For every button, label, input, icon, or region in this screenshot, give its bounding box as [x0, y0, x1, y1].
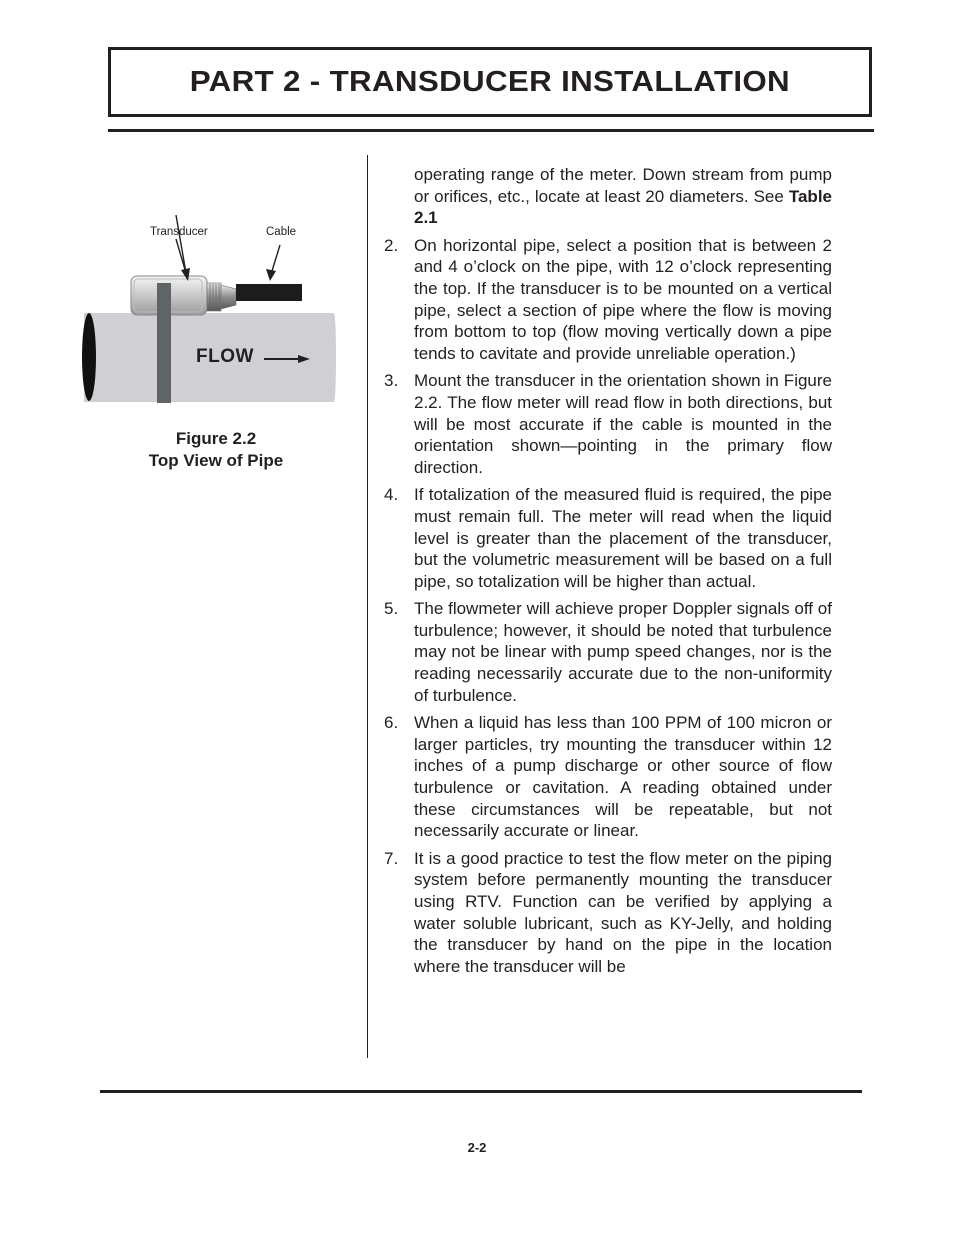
page-title-box	[108, 47, 872, 117]
figure-number: Figure 2.2	[175, 429, 257, 448]
strap	[157, 283, 171, 403]
continuation-paragraph: operating range of the meter. Down stream from pump or orifices, etc., locate at least 20 diameters. See Table 2.1	[414, 165, 832, 228]
figure-caption	[100, 428, 332, 472]
instructions-column	[384, 164, 832, 977]
list-item: 7. It is a good practice to test the flow meter on the piping system before permanently mounting the transducer using RTV. Function can be verified by applying a water soluble lubricant, such as KY-Jelly, and holding the transducer by hand on the pipe in the location where the transducer will be	[384, 848, 832, 976]
cable-label: Cable	[266, 226, 297, 238]
column-divider	[367, 155, 368, 1058]
header-divider	[108, 129, 874, 132]
list-item: 4. If totalization of the measured fluid is required, the pipe must remain full. The meter will read when the liquid level is greater than the placement of the transducer, but the volumetric measurement will be based on a full pipe, so totalization will be higher than actual.	[384, 485, 832, 591]
cable	[236, 284, 302, 301]
pipe-end	[82, 313, 96, 401]
list-item: 2. On horizontal pipe, select a position that is between 2 and 4 o’clock on the pipe, with 12 o’clock representing the top. If the transducer is to be mounted on a vertical pipe, select a section of pipe where the flow is moving from bottom to top (flow moving vertically down a pipe tends to cavitate and provide unreliable operation.)	[384, 235, 832, 363]
figure-title: Top View of Pipe	[148, 451, 284, 470]
transducer-label: Transducer	[150, 226, 208, 238]
page-number: 2-2	[467, 1140, 487, 1155]
table-reference: Table 2.1	[414, 186, 832, 228]
flow-label: FLOW	[196, 346, 254, 367]
footer-divider	[100, 1090, 862, 1093]
pipe-diagram-icon	[70, 215, 350, 415]
list-item: 3. Mount the transducer in the orientation shown in Figure 2.2. The flow meter will read flow in both directions, but will be most accurate if the cable is mounted in the orientation shown—pointing in the primary flow direction.	[384, 371, 832, 477]
figure-top-view-of-pipe	[70, 215, 350, 415]
list-item: 5. The flowmeter will achieve proper Doppler signals off of turbulence; however, it should be noted that turbulence may not be linear with pump speed changes, nor is the reading necessarily accurate due to the non-uniformity of turbulence.	[384, 599, 832, 705]
page-title: PART 2 - TRANSDUCER INSTALLATION	[189, 65, 791, 98]
list-item: 6. When a liquid has less than 100 PPM of 100 micron or larger particles, try mounting the transducer within 12 inches of a pump discharge or other source of flow turbulence or cavitation. A reading obtained under these circumstances will be repeatable, but not necessarily accurate or linear.	[384, 713, 832, 841]
